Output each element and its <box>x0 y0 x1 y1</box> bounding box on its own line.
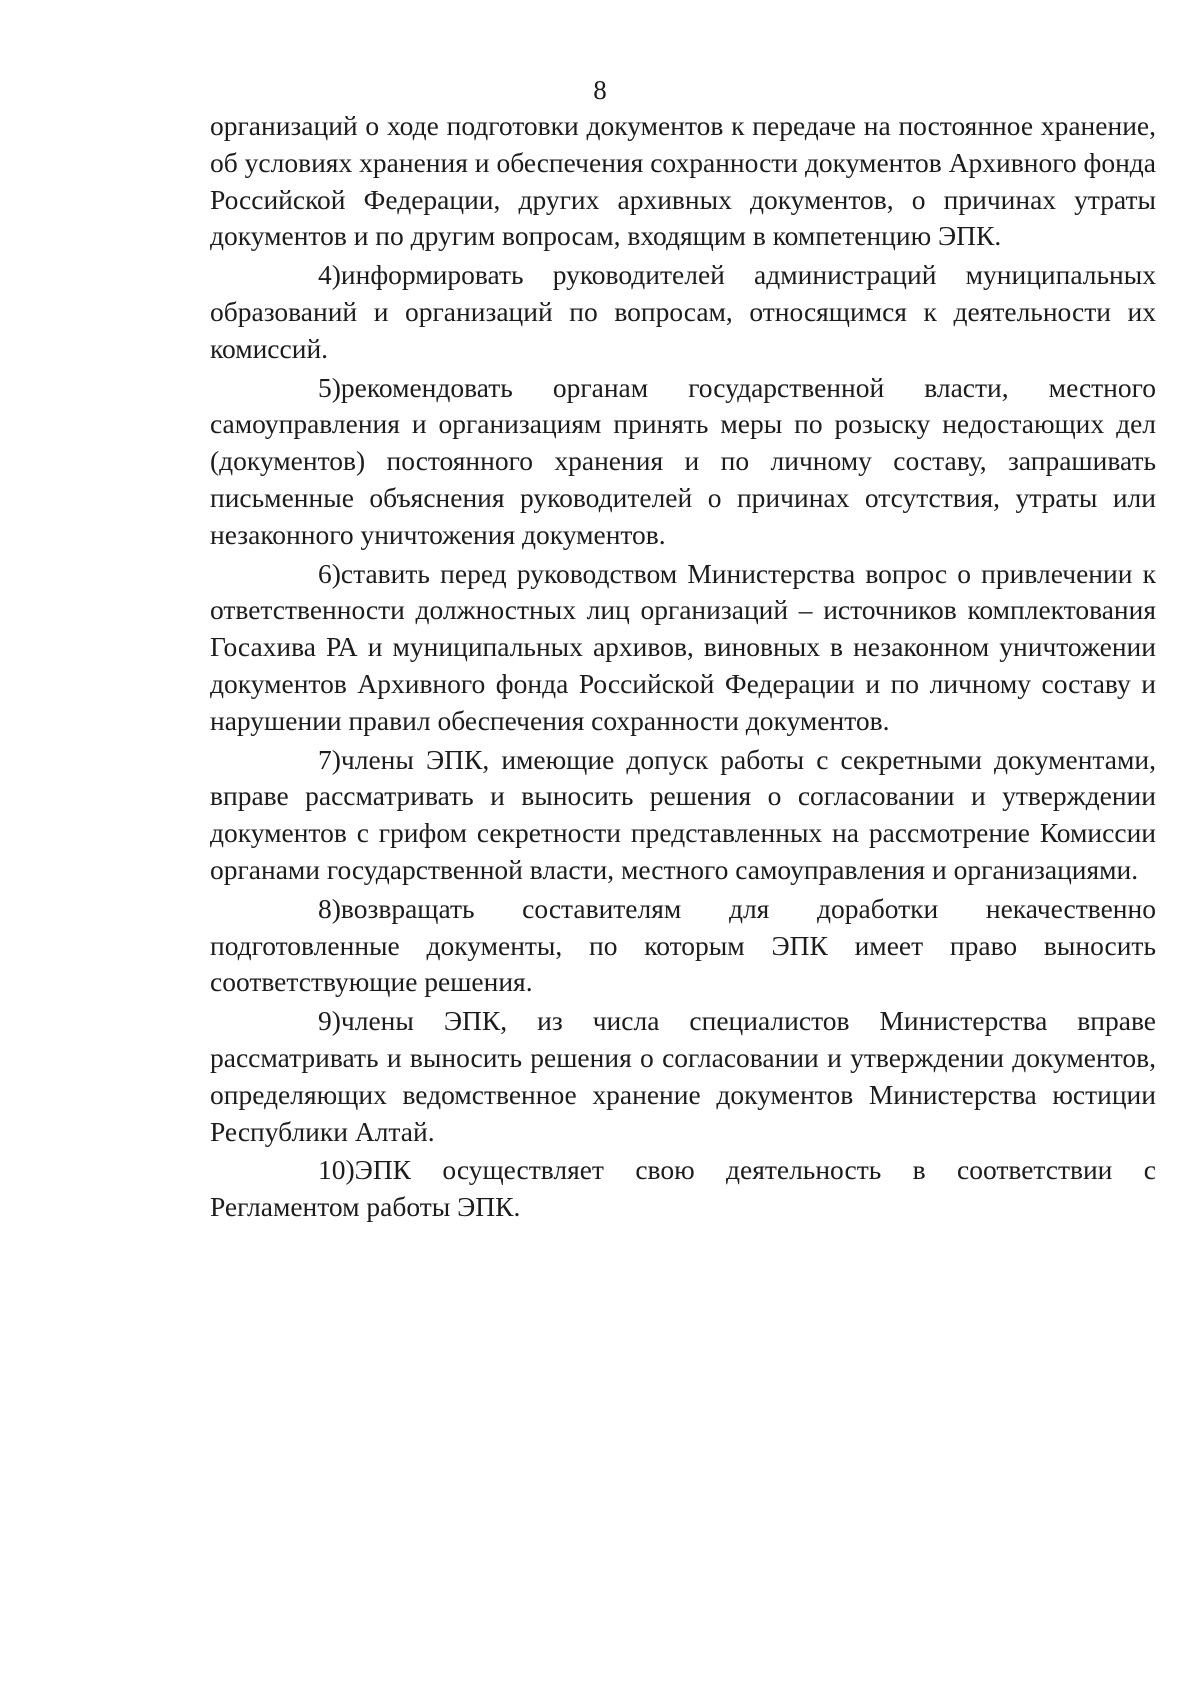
list-item-number: 9) <box>318 1005 341 1037</box>
list-item-number: 5) <box>318 371 341 403</box>
paragraph-text: ставить перед руководством Министерства вопрос о привлечении к ответственности должностных лиц организаций – источников комплектования Госахива РА и муниципальных архивов, виновных в незаконном уничтожении документов Архивного фонда Российской Федерации и по личному составу и нарушении правил обеспечения сохранности документов. <box>210 557 1156 736</box>
paragraph-text: рекомендовать органам государственной власти, местного самоуправления и организациям принять меры по розыску недостающих дел (документов) постоянного хранения и по личному составу, запрашивать письменные объяснения руководителей о причинах отсутствия, утраты или незаконного уничтожения документов. <box>210 371 1156 550</box>
list-item-number: 6) <box>318 557 341 589</box>
document-body <box>210 108 1156 1228</box>
paragraph-text: члены ЭПК, из числа специалистов Министерства вправе рассматривать и выносить решения о согласовании и утверждении документов, определяющих ведомственное хранение документов Министерства юстиции Республики Алтай. <box>210 1005 1156 1147</box>
paragraph-continuation <box>210 108 1156 255</box>
paragraph-text: ЭПК осуществляет свою деятельность в соответствии с Регламентом работы ЭПК. <box>210 1154 1156 1223</box>
list-item-8 <box>210 891 1156 1001</box>
list-item-number: 10) <box>318 1154 355 1186</box>
list-item-number: 7) <box>318 743 341 775</box>
list-item-10 <box>210 1152 1156 1226</box>
list-item-number: 4) <box>318 259 341 291</box>
list-item-7 <box>210 742 1156 889</box>
paragraph-text: возвращать составителям для доработки некачественно подготовленные документы, по которым ЭПК имеет право выносить соответствующие решения. <box>210 892 1156 998</box>
paragraph-text: информировать руководителей администраций муниципальных образований и организаций по вопросам, относящимся к деятельности их комиссий. <box>210 259 1156 364</box>
list-item-4 <box>210 257 1156 367</box>
list-item-9 <box>210 1003 1156 1150</box>
list-item-5 <box>210 370 1156 554</box>
page-number: 8 <box>593 75 607 105</box>
paragraph-text: организаций о ходе подготовки документов к передаче на постоянное хранение, об условиях хранения и обеспечения сохранности документов Архивного фонда Российской Федерации, других архивных документов, о причинах утраты документов и по другим вопросам, входящим в компетенцию ЭПК. <box>210 110 1156 252</box>
list-item-6 <box>210 556 1156 740</box>
paragraph-text: члены ЭПК, имеющие допуск работы с секретными документами, вправе рассматривать и выносить решения о согласовании и утверждении документов с грифом секретности представленных на рассмотрение Комиссии органами государственной власти, местного самоуправления и организациями. <box>210 743 1156 885</box>
list-item-number: 8) <box>318 892 341 924</box>
